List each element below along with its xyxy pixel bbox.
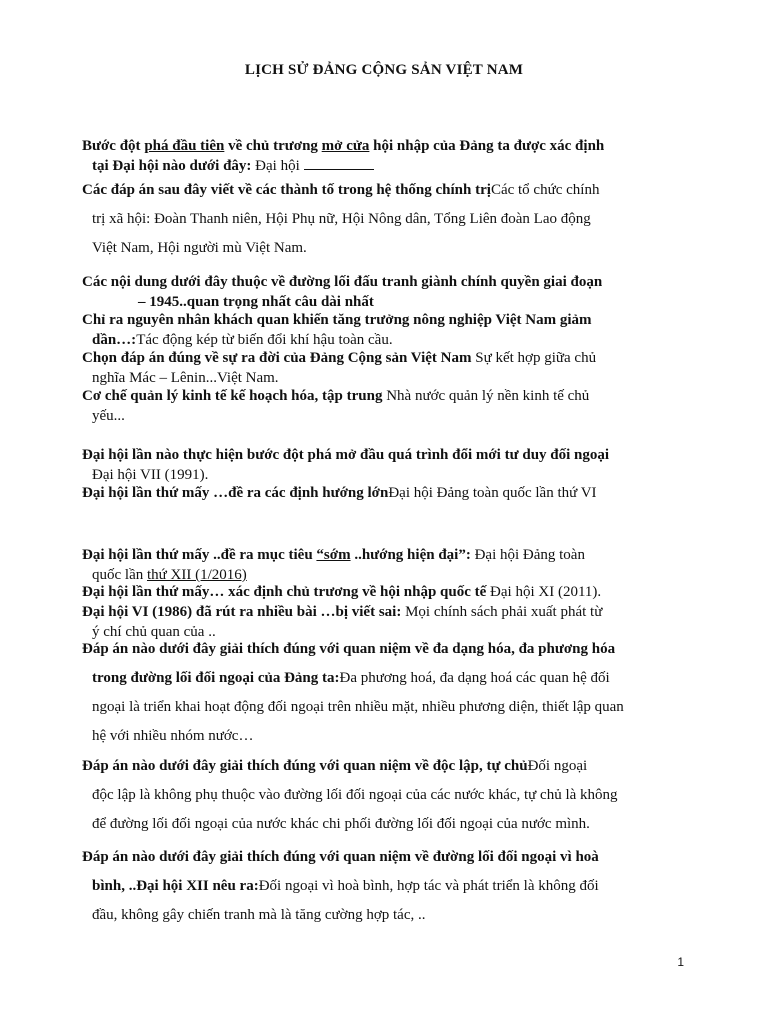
- question-8-line-1: Đại hội lần thứ mấy …đề ra các định hướng lớnĐại hội Đảng toàn quốc lần thứ VI: [82, 485, 597, 501]
- question-13: [82, 752, 688, 839]
- question-13-line-3: để đường lối đối ngoại của nước khác chi phối đường lối đối ngoại của nước mình.: [92, 816, 590, 832]
- question-10: [82, 582, 688, 602]
- question-13-line-2: độc lập là không phụ thuộc vào đường lối đối ngoại của các nước khác, tự chủ là không: [92, 787, 618, 803]
- question-1-line-2: tại Đại hội nào dưới đây: Đại hội: [82, 156, 688, 176]
- question-14-line-3: đầu, không gây chiến tranh mà là tăng cường hợp tác, ..: [92, 907, 426, 923]
- question-7: [82, 445, 688, 485]
- question-5-line-1: Chọn đáp án đúng về sự ra đời của Đảng Cộng sản Việt Nam Sự kết hợp giữa chủ: [82, 350, 597, 366]
- question-1-line-1: Bước đột phá đầu tiên về chủ trương mở cửa hội nhập của Đảng ta được xác định: [82, 138, 605, 154]
- document-title: LỊCH SỬ ĐẢNG CỘNG SẢN VIỆT NAM: [244, 62, 524, 78]
- question-10-line-1: Đại hội lần thứ mấy… xác định chủ trương về hội nhập quốc tế Đại hội XI (2011).: [82, 584, 602, 600]
- question-2-line-1: Các đáp án sau đây viết về các thành tố trong hệ thống chính trịCác tổ chức chính: [82, 182, 600, 198]
- question-11-line-1: Đại hội VI (1986) đã rút ra nhiều bài …bị viết sai: Mọi chính sách phải xuất phát từ: [82, 604, 603, 620]
- question-12: [82, 635, 688, 751]
- question-7-line-2: Đại hội VII (1991).: [92, 467, 209, 483]
- question-6-line-1: Cơ chế quản lý kinh tế kế hoạch hóa, tập trung Nhà nước quản lý nền kinh tế chủ: [82, 388, 590, 404]
- question-12-line-4: hệ với nhiều nhóm nước…: [92, 728, 254, 744]
- question-14-line-2: bình, ..Đại hội XII nêu ra:Đối ngoại vì hoà bình, hợp tác và phát triển là không đối: [92, 878, 599, 894]
- question-9-line-2: quốc lần thứ XII (1/2016): [92, 567, 247, 583]
- question-11-line-2: ý chí chủ quan của ..: [92, 624, 216, 640]
- question-12-line-1: Đáp án nào dưới đây giải thích đúng với quan niệm về đa dạng hóa, đa phương hóa: [82, 641, 616, 657]
- question-4-line-2: dần…:Tác động kép từ biến đổi khí hậu toàn cầu.: [92, 332, 393, 348]
- question-14: [82, 843, 688, 930]
- question-12-line-2: trong đường lối đối ngoại của Đảng ta:Đa phương hoá, đa dạng hoá các quan hệ đối: [92, 670, 610, 686]
- question-2-line-2: trị xã hội: Đoàn Thanh niên, Hội Phụ nữ, Hội Nông dân, Tổng Liên đoàn Lao động: [92, 211, 591, 227]
- question-8: [82, 483, 688, 503]
- page-number: 1: [677, 955, 684, 969]
- question-5: [82, 348, 688, 388]
- question-13-line-1: Đáp án nào dưới đây giải thích đúng với quan niệm về độc lập, tự chủĐối ngoại: [82, 758, 588, 774]
- question-12-line-3: ngoại là triển khai hoạt động đối ngoại trên nhiều mặt, nhiều phương diện, thiết lập quan: [92, 699, 624, 715]
- question-4: [82, 310, 688, 350]
- answer-blank: [304, 157, 374, 170]
- question-3: [82, 272, 688, 312]
- question-5-line-2: nghĩa Mác – Lênin...Việt Nam.: [92, 370, 279, 386]
- question-9-line-1: Đại hội lần thứ mấy ..đề ra mục tiêu “sớm ..hướng hiện đại”: Đại hội Đảng toàn: [82, 547, 585, 563]
- question-2-line-3: Việt Nam, Hội người mù Việt Nam.: [92, 240, 307, 256]
- question-6-line-2: yếu...: [92, 408, 125, 424]
- question-3-line-2: – 1945..quan trọng nhất câu dài nhất: [138, 294, 374, 310]
- question-14-line-1: Đáp án nào dưới đây giải thích đúng với quan niệm về đường lối đối ngoại vì hoà: [82, 849, 599, 865]
- question-4-line-1: Chỉ ra nguyên nhân khách quan khiến tăng trưởng nông nghiệp Việt Nam giảm: [82, 312, 592, 328]
- question-1: [82, 136, 688, 176]
- question-7-line-1: Đại hội lần nào thực hiện bước đột phá mở đầu quá trình đổi mới tư duy đối ngoại: [82, 447, 610, 463]
- question-6: [82, 386, 688, 426]
- question-9: [82, 545, 688, 585]
- question-2: [82, 176, 688, 263]
- question-3-line-1: Các nội dung dưới đây thuộc về đường lối đấu tranh giành chính quyền giai đoạn: [82, 274, 603, 290]
